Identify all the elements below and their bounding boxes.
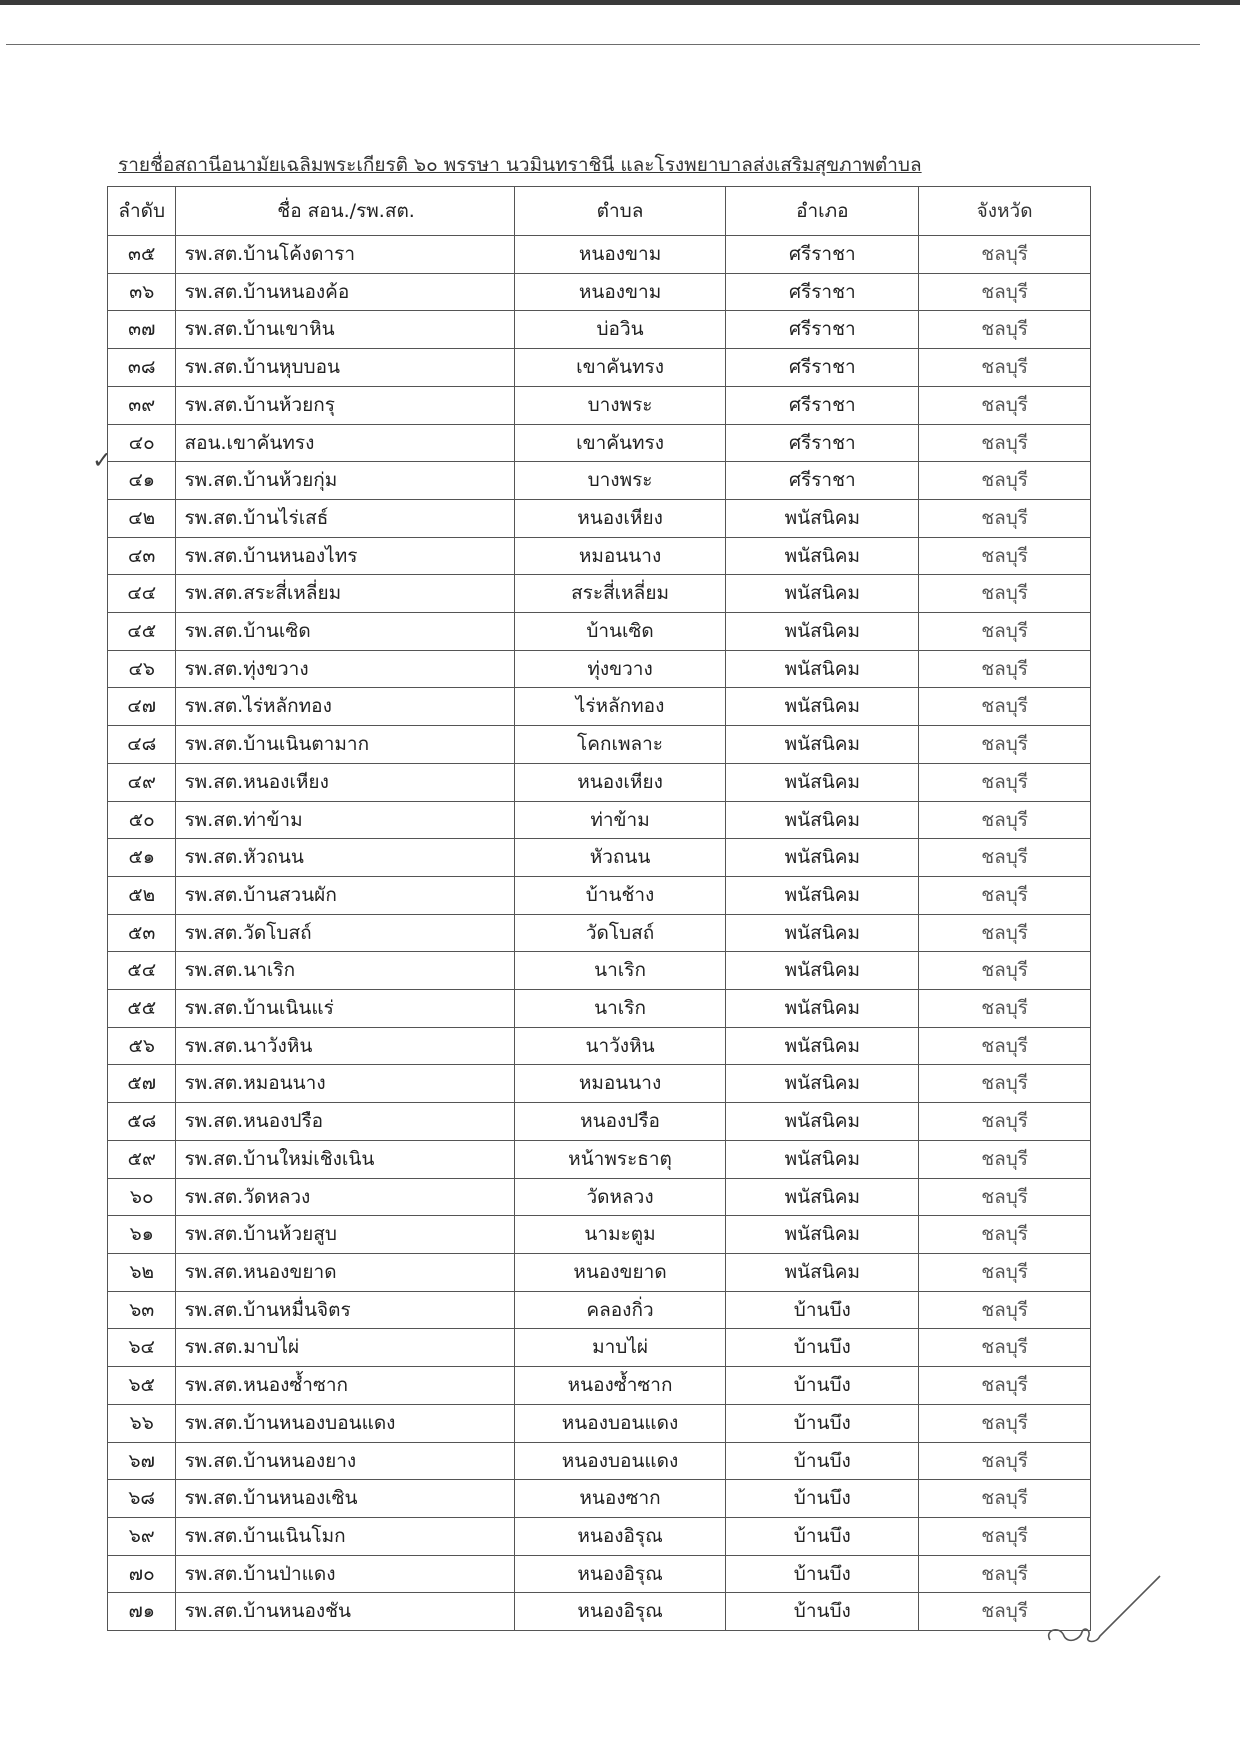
cell-name: รพ.สต.หนองขยาด bbox=[176, 1253, 514, 1291]
cell-tambon: หนองบอนแดง bbox=[514, 1404, 726, 1442]
cell-name: รพ.สต.หนองปรือ bbox=[176, 1103, 514, 1141]
table-row bbox=[108, 1253, 1091, 1291]
cell-amphoe: บ้านบึง bbox=[726, 1329, 919, 1367]
cell-amphoe: พนัสนิคม bbox=[726, 613, 919, 651]
cell-tambon: เขาคันทรง bbox=[514, 424, 726, 462]
facility-table bbox=[107, 186, 1091, 1631]
header-province: จังหวัด bbox=[919, 187, 1091, 236]
cell-name: รพ.สต.บ้านหนองชัน bbox=[176, 1593, 514, 1631]
cell-amphoe: บ้านบึง bbox=[726, 1480, 919, 1518]
cell-tambon: หนองขาม bbox=[514, 273, 726, 311]
cell-amphoe: พนัสนิคม bbox=[726, 914, 919, 952]
cell-tambon: หมอนนาง bbox=[514, 1065, 726, 1103]
cell-tambon: หน้าพระธาตุ bbox=[514, 1140, 726, 1178]
cell-no: ๕๖ bbox=[108, 1027, 176, 1065]
cell-amphoe: บ้านบึง bbox=[726, 1593, 919, 1631]
cell-name: รพ.สต.หนองซ้ำซาก bbox=[176, 1367, 514, 1405]
cell-amphoe: บ้านบึง bbox=[726, 1517, 919, 1555]
cell-amphoe: พนัสนิคม bbox=[726, 537, 919, 575]
cell-no: ๓๗ bbox=[108, 311, 176, 349]
header-name: ชื่อ สอน./รพ.สต. bbox=[176, 187, 514, 236]
table-body bbox=[108, 236, 1091, 1631]
cell-no: ๔๒ bbox=[108, 499, 176, 537]
cell-province: ชลบุรี bbox=[919, 1517, 1091, 1555]
cell-tambon: มาบไผ่ bbox=[514, 1329, 726, 1367]
table-row bbox=[108, 1027, 1091, 1065]
cell-amphoe: ศรีราชา bbox=[726, 349, 919, 387]
cell-name: รพ.สต.บ้านไร่เสธ์ bbox=[176, 499, 514, 537]
cell-no: ๖๒ bbox=[108, 1253, 176, 1291]
cell-tambon: หนองซาก bbox=[514, 1480, 726, 1518]
cell-no: ๔๙ bbox=[108, 763, 176, 801]
cell-province: ชลบุรี bbox=[919, 1065, 1091, 1103]
cell-no: ๕๔ bbox=[108, 952, 176, 990]
cell-no: ๕๗ bbox=[108, 1065, 176, 1103]
cell-no: ๔๓ bbox=[108, 537, 176, 575]
cell-tambon: หมอนนาง bbox=[514, 537, 726, 575]
cell-tambon: หนองซ้ำซาก bbox=[514, 1367, 726, 1405]
cell-tambon: บางพระ bbox=[514, 386, 726, 424]
cell-name: รพ.สต.บ้านเนินตามาก bbox=[176, 726, 514, 764]
cell-amphoe: พนัสนิคม bbox=[726, 1065, 919, 1103]
cell-province: ชลบุรี bbox=[919, 311, 1091, 349]
cell-name: รพ.สต.บ้านเนินโมก bbox=[176, 1517, 514, 1555]
table-row bbox=[108, 349, 1091, 387]
cell-province: ชลบุรี bbox=[919, 1103, 1091, 1141]
header-rule bbox=[6, 44, 1200, 45]
cell-province: ชลบุรี bbox=[919, 876, 1091, 914]
check-mark-icon: ✓ bbox=[92, 446, 113, 474]
table-row bbox=[108, 1404, 1091, 1442]
cell-tambon: บ่อวิน bbox=[514, 311, 726, 349]
cell-tambon: ไร่หลักทอง bbox=[514, 688, 726, 726]
cell-tambon: สระสี่เหลี่ยม bbox=[514, 575, 726, 613]
cell-province: ชลบุรี bbox=[919, 726, 1091, 764]
table-row bbox=[108, 1442, 1091, 1480]
table-row bbox=[108, 914, 1091, 952]
cell-name: รพ.สต.บ้านหนองค้อ bbox=[176, 273, 514, 311]
table-row bbox=[108, 1140, 1091, 1178]
cell-no: ๖๖ bbox=[108, 1404, 176, 1442]
table-row bbox=[108, 311, 1091, 349]
cell-no: ๗๐ bbox=[108, 1555, 176, 1593]
cell-name: รพ.สต.ไร่หลักทอง bbox=[176, 688, 514, 726]
cell-no: ๖๙ bbox=[108, 1517, 176, 1555]
cell-province: ชลบุรี bbox=[919, 424, 1091, 462]
cell-province: ชลบุรี bbox=[919, 650, 1091, 688]
cell-tambon: เขาคันทรง bbox=[514, 349, 726, 387]
table-row bbox=[108, 424, 1091, 462]
table-row bbox=[108, 499, 1091, 537]
header-no: ลำดับ bbox=[108, 187, 176, 236]
table-row bbox=[108, 726, 1091, 764]
cell-province: ชลบุรี bbox=[919, 236, 1091, 274]
cell-tambon: บางพระ bbox=[514, 462, 726, 500]
cell-province: ชลบุรี bbox=[919, 537, 1091, 575]
cell-no: ๔๖ bbox=[108, 650, 176, 688]
cell-name: รพ.สต.บ้านห้วยสูบ bbox=[176, 1216, 514, 1254]
cell-province: ชลบุรี bbox=[919, 990, 1091, 1028]
cell-province: ชลบุรี bbox=[919, 462, 1091, 500]
cell-no: ๕๘ bbox=[108, 1103, 176, 1141]
cell-tambon: หนองปรือ bbox=[514, 1103, 726, 1141]
cell-tambon: หัวถนน bbox=[514, 839, 726, 877]
cell-name: รพ.สต.หนองเหียง bbox=[176, 763, 514, 801]
table-row bbox=[108, 801, 1091, 839]
cell-name: รพ.สต.บ้านหนองยาง bbox=[176, 1442, 514, 1480]
cell-tambon: บ้านช้าง bbox=[514, 876, 726, 914]
cell-name: รพ.สต.บ้านหมื่นจิตร bbox=[176, 1291, 514, 1329]
cell-amphoe: พนัสนิคม bbox=[726, 1178, 919, 1216]
cell-amphoe: พนัสนิคม bbox=[726, 839, 919, 877]
cell-province: ชลบุรี bbox=[919, 386, 1091, 424]
cell-amphoe: พนัสนิคม bbox=[726, 650, 919, 688]
cell-tambon: คลองกิ่ว bbox=[514, 1291, 726, 1329]
signature-mark bbox=[1040, 1570, 1170, 1660]
table-row bbox=[108, 952, 1091, 990]
cell-name: รพ.สต.บ้านห้วยกุ่ม bbox=[176, 462, 514, 500]
cell-no: ๔๑ bbox=[108, 462, 176, 500]
cell-province: ชลบุรี bbox=[919, 763, 1091, 801]
cell-no: ๖๑ bbox=[108, 1216, 176, 1254]
cell-province: ชลบุรี bbox=[919, 273, 1091, 311]
cell-amphoe: ศรีราชา bbox=[726, 273, 919, 311]
table-row bbox=[108, 650, 1091, 688]
cell-no: ๕๙ bbox=[108, 1140, 176, 1178]
cell-province: ชลบุรี bbox=[919, 575, 1091, 613]
cell-name: รพ.สต.บ้านใหม่เชิงเนิน bbox=[176, 1140, 514, 1178]
cell-amphoe: พนัสนิคม bbox=[726, 876, 919, 914]
table-row bbox=[108, 273, 1091, 311]
table-row bbox=[108, 236, 1091, 274]
cell-amphoe: พนัสนิคม bbox=[726, 1253, 919, 1291]
cell-no: ๕๑ bbox=[108, 839, 176, 877]
table-row bbox=[108, 462, 1091, 500]
header-tambon: ตำบล bbox=[514, 187, 726, 236]
document-title: รายชื่อสถานีอนามัยเฉลิมพระเกียรติ ๖๐ พรรษา นวมินทราชินี และโรงพยาบาลส่งเสริมสุขภาพตำบล bbox=[118, 154, 922, 176]
cell-province: ชลบุรี bbox=[919, 1442, 1091, 1480]
cell-amphoe: ศรีราชา bbox=[726, 236, 919, 274]
cell-amphoe: พนัสนิคม bbox=[726, 1103, 919, 1141]
table-row bbox=[108, 1291, 1091, 1329]
table-row bbox=[108, 839, 1091, 877]
cell-amphoe: พนัสนิคม bbox=[726, 990, 919, 1028]
cell-province: ชลบุรี bbox=[919, 839, 1091, 877]
cell-no: ๔๐ bbox=[108, 424, 176, 462]
cell-name: รพ.สต.บ้านเนินแร่ bbox=[176, 990, 514, 1028]
cell-tambon: หนองอิรุณ bbox=[514, 1517, 726, 1555]
cell-province: ชลบุรี bbox=[919, 688, 1091, 726]
cell-name: รพ.สต.สระสี่เหลี่ยม bbox=[176, 575, 514, 613]
cell-name: รพ.สต.มาบไผ่ bbox=[176, 1329, 514, 1367]
cell-province: ชลบุรี bbox=[919, 914, 1091, 952]
cell-tambon: หนองอิรุณ bbox=[514, 1555, 726, 1593]
cell-no: ๕๒ bbox=[108, 876, 176, 914]
cell-province: ชลบุรี bbox=[919, 1253, 1091, 1291]
cell-name: รพ.สต.วัดโบสถ์ bbox=[176, 914, 514, 952]
table-row bbox=[108, 1517, 1091, 1555]
cell-amphoe: ศรีราชา bbox=[726, 386, 919, 424]
cell-no: ๕๐ bbox=[108, 801, 176, 839]
cell-province: ชลบุรี bbox=[919, 1216, 1091, 1254]
cell-no: ๖๕ bbox=[108, 1367, 176, 1405]
cell-name: รพ.สต.ทุ่งขวาง bbox=[176, 650, 514, 688]
table-row bbox=[108, 763, 1091, 801]
cell-tambon: หนองขาม bbox=[514, 236, 726, 274]
cell-province: ชลบุรี bbox=[919, 1027, 1091, 1065]
cell-amphoe: พนัสนิคม bbox=[726, 688, 919, 726]
cell-amphoe: บ้านบึง bbox=[726, 1291, 919, 1329]
cell-amphoe: พนัสนิคม bbox=[726, 952, 919, 990]
cell-amphoe: พนัสนิคม bbox=[726, 575, 919, 613]
cell-name: รพ.สต.บ้านเขาหิน bbox=[176, 311, 514, 349]
cell-name: รพ.สต.นาเริก bbox=[176, 952, 514, 990]
cell-province: ชลบุรี bbox=[919, 1480, 1091, 1518]
cell-no: ๕๕ bbox=[108, 990, 176, 1028]
cell-tambon: หนองบอนแดง bbox=[514, 1442, 726, 1480]
cell-amphoe: บ้านบึง bbox=[726, 1555, 919, 1593]
header-amphoe: อำเภอ bbox=[726, 187, 919, 236]
table-row bbox=[108, 990, 1091, 1028]
table-row bbox=[108, 1593, 1091, 1631]
table-row bbox=[108, 1367, 1091, 1405]
cell-province: ชลบุรี bbox=[919, 1367, 1091, 1405]
table-row bbox=[108, 1178, 1091, 1216]
cell-no: ๔๗ bbox=[108, 688, 176, 726]
cell-province: ชลบุรี bbox=[919, 801, 1091, 839]
cell-tambon: บ้านเซิด bbox=[514, 613, 726, 651]
table-row bbox=[108, 575, 1091, 613]
cell-amphoe: พนัสนิคม bbox=[726, 801, 919, 839]
cell-name: รพ.สต.บ้านสวนผัก bbox=[176, 876, 514, 914]
cell-no: ๔๕ bbox=[108, 613, 176, 651]
table-row bbox=[108, 688, 1091, 726]
cell-amphoe: พนัสนิคม bbox=[726, 726, 919, 764]
cell-no: ๖๐ bbox=[108, 1178, 176, 1216]
cell-amphoe: พนัสนิคม bbox=[726, 499, 919, 537]
cell-no: ๓๖ bbox=[108, 273, 176, 311]
cell-tambon: โคกเพลาะ bbox=[514, 726, 726, 764]
table-row bbox=[108, 876, 1091, 914]
cell-amphoe: พนัสนิคม bbox=[726, 1027, 919, 1065]
table-row bbox=[108, 1480, 1091, 1518]
table-row bbox=[108, 1216, 1091, 1254]
cell-no: ๔๔ bbox=[108, 575, 176, 613]
cell-name: รพ.สต.บ้านหุบบอน bbox=[176, 349, 514, 387]
cell-amphoe: บ้านบึง bbox=[726, 1367, 919, 1405]
cell-no: ๖๗ bbox=[108, 1442, 176, 1480]
cell-province: ชลบุรี bbox=[919, 952, 1091, 990]
cell-tambon: นาเริก bbox=[514, 952, 726, 990]
cell-name: รพ.สต.บ้านหนองไทร bbox=[176, 537, 514, 575]
cell-province: ชลบุรี bbox=[919, 1140, 1091, 1178]
cell-tambon: นาวังหิน bbox=[514, 1027, 726, 1065]
cell-no: ๖๓ bbox=[108, 1291, 176, 1329]
cell-no: ๔๘ bbox=[108, 726, 176, 764]
cell-no: ๖๔ bbox=[108, 1329, 176, 1367]
cell-province: ชลบุรี bbox=[919, 613, 1091, 651]
cell-province: ชลบุรี bbox=[919, 1404, 1091, 1442]
cell-amphoe: พนัสนิคม bbox=[726, 763, 919, 801]
cell-name: รพ.สต.บ้านห้วยกรุ bbox=[176, 386, 514, 424]
cell-amphoe: ศรีราชา bbox=[726, 424, 919, 462]
page-top-edge bbox=[0, 0, 1240, 5]
cell-name: รพ.สต.บ้านหนองเซิน bbox=[176, 1480, 514, 1518]
cell-province: ชลบุรี bbox=[919, 1555, 1091, 1593]
cell-province: ชลบุรี bbox=[919, 1178, 1091, 1216]
cell-province: ชลบุรี bbox=[919, 1593, 1091, 1631]
cell-no: ๓๕ bbox=[108, 236, 176, 274]
cell-tambon: หนองเหียง bbox=[514, 499, 726, 537]
cell-tambon: ทุ่งขวาง bbox=[514, 650, 726, 688]
table-header-row bbox=[108, 187, 1091, 236]
cell-name: รพ.สต.หัวถนน bbox=[176, 839, 514, 877]
cell-no: ๖๘ bbox=[108, 1480, 176, 1518]
cell-province: ชลบุรี bbox=[919, 499, 1091, 537]
cell-tambon: หนองอิรุณ bbox=[514, 1593, 726, 1631]
cell-no: ๗๑ bbox=[108, 1593, 176, 1631]
cell-name: รพ.สต.หมอนนาง bbox=[176, 1065, 514, 1103]
cell-tambon: นามะตูม bbox=[514, 1216, 726, 1254]
cell-amphoe: พนัสนิคม bbox=[726, 1216, 919, 1254]
cell-tambon: หนองเหียง bbox=[514, 763, 726, 801]
table-row bbox=[108, 1329, 1091, 1367]
table-row bbox=[108, 1103, 1091, 1141]
cell-name: รพ.สต.บ้านโค้งดารา bbox=[176, 236, 514, 274]
cell-no: ๓๘ bbox=[108, 349, 176, 387]
cell-name: รพ.สต.นาวังหิน bbox=[176, 1027, 514, 1065]
cell-no: ๓๙ bbox=[108, 386, 176, 424]
table-row bbox=[108, 1555, 1091, 1593]
cell-province: ชลบุรี bbox=[919, 349, 1091, 387]
cell-province: ชลบุรี bbox=[919, 1291, 1091, 1329]
cell-tambon: วัดโบสถ์ bbox=[514, 914, 726, 952]
cell-name: รพ.สต.วัดหลวง bbox=[176, 1178, 514, 1216]
table-row bbox=[108, 1065, 1091, 1103]
cell-tambon: ท่าข้าม bbox=[514, 801, 726, 839]
cell-name: สอน.เขาคันทรง bbox=[176, 424, 514, 462]
cell-no: ๕๓ bbox=[108, 914, 176, 952]
cell-province: ชลบุรี bbox=[919, 1329, 1091, 1367]
cell-tambon: หนองขยาด bbox=[514, 1253, 726, 1291]
cell-amphoe: ศรีราชา bbox=[726, 462, 919, 500]
cell-name: รพ.สต.บ้านหนองบอนแดง bbox=[176, 1404, 514, 1442]
table-row bbox=[108, 537, 1091, 575]
table-row bbox=[108, 386, 1091, 424]
cell-amphoe: พนัสนิคม bbox=[726, 1140, 919, 1178]
cell-tambon: วัดหลวง bbox=[514, 1178, 726, 1216]
table-row bbox=[108, 613, 1091, 651]
cell-amphoe: บ้านบึง bbox=[726, 1442, 919, 1480]
cell-tambon: นาเริก bbox=[514, 990, 726, 1028]
cell-name: รพ.สต.ท่าข้าม bbox=[176, 801, 514, 839]
cell-amphoe: ศรีราชา bbox=[726, 311, 919, 349]
cell-name: รพ.สต.บ้านป่าแดง bbox=[176, 1555, 514, 1593]
cell-amphoe: บ้านบึง bbox=[726, 1404, 919, 1442]
cell-name: รพ.สต.บ้านเซิด bbox=[176, 613, 514, 651]
